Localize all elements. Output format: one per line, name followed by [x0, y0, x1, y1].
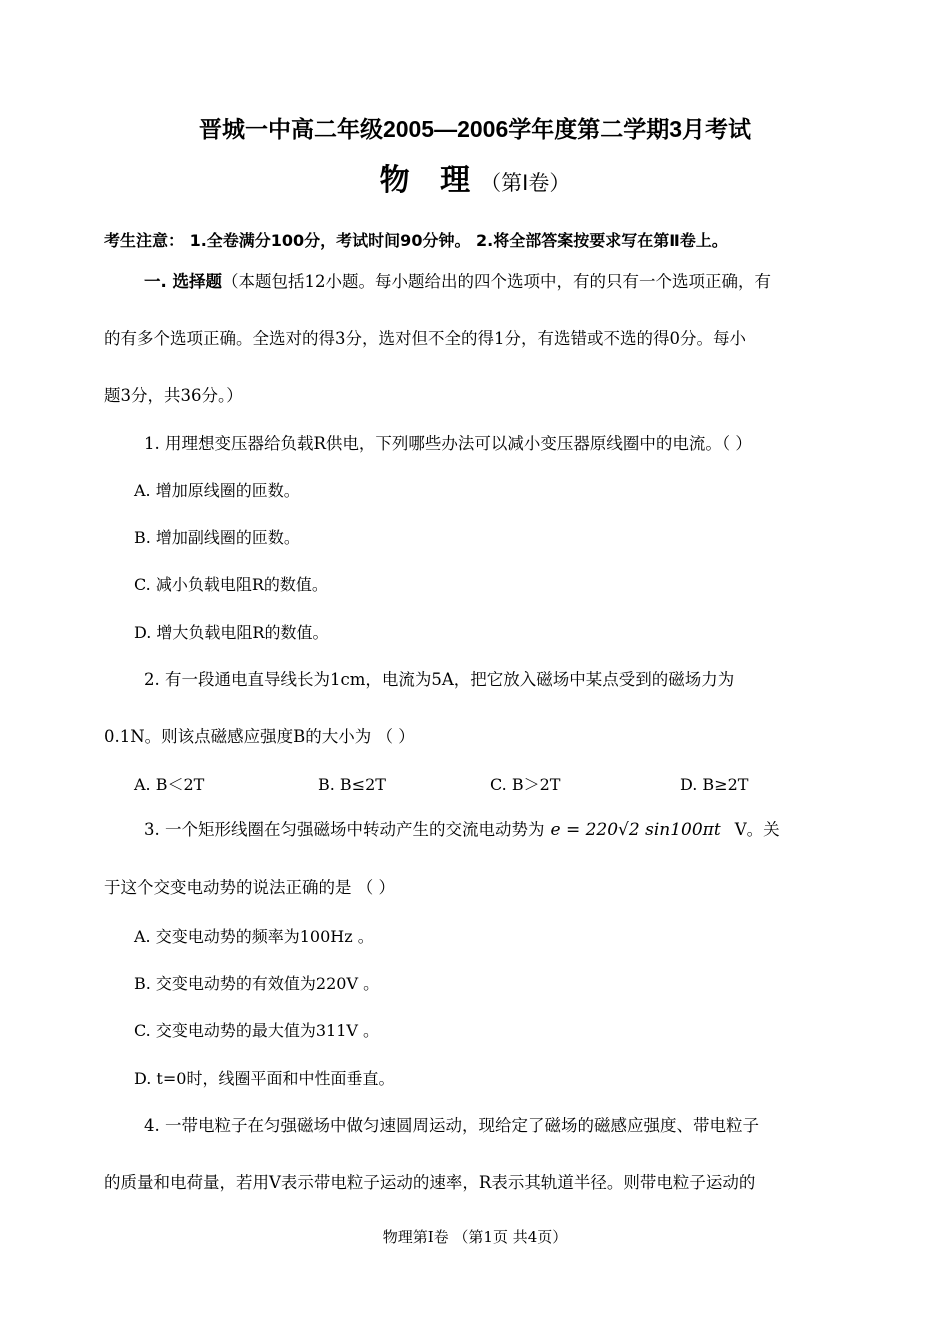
section-intro-line-2: 的有多个选项正确。全选对的得3分，选对但不全的得1分，有选错或不选的得0分。每小	[104, 329, 746, 348]
question-3-stem-tail: V。关	[734, 820, 780, 839]
question-3-stem-text: 3. 一个矩形线圈在匀强磁场中转动产生的交流电动势为	[144, 820, 545, 839]
question-1-option-b: B. 增加副线圈的匝数。	[134, 528, 300, 547]
question-2-stem-line-2: 0.1N。则该点磁感应强度B的大小为 （ ）	[104, 727, 415, 746]
section-intro-line-3: 题3分，共36分。）	[104, 386, 243, 405]
section-intro-text-1: （本题包括12小题。每小题给出的四个选项中，有的只有一个选项正确，有	[222, 272, 772, 291]
question-2-option-a: A. B＜2T	[134, 775, 205, 794]
question-1-option-d: D. 增大负载电阻R的数值。	[134, 623, 329, 642]
exam-title: 晋城一中高二年级2005—2006学年度第二学期3月考试	[198, 116, 752, 142]
question-1-option-c: C. 减小负载电阻R的数值。	[134, 575, 328, 594]
emf-formula: e = 220√2 sin100πt	[550, 820, 721, 840]
question-3-stem-line-2: 于这个交变电动势的说法正确的是 （ ）	[104, 878, 395, 897]
section-heading: 一. 选择题	[144, 272, 223, 291]
question-2-stem-line-1: 2. 有一段通电直导线长为1cm，电流为5A，把它放入磁场中某点受到的磁场力为	[144, 670, 735, 689]
question-3-option-d: D. t=0时，线圈平面和中性面垂直。	[134, 1069, 395, 1088]
question-3-option-c: C. 交变电动势的最大值为311V 。	[134, 1021, 380, 1040]
question-2-option-b: B. B≤2T	[318, 775, 386, 794]
question-2-option-d: D. B≥2T	[680, 775, 749, 794]
question-1-stem: 1. 用理想变压器给负载R供电，下列哪些办法可以减小变压器原线圈中的电流。（ ）	[144, 434, 752, 453]
question-2-option-c: C. B＞2T	[490, 775, 561, 794]
question-4-stem-line-1: 4. 一带电粒子在匀强磁场中做匀速圆周运动，现给定了磁场的磁感应强度、带电粒子	[144, 1116, 759, 1135]
question-4-stem-line-2: 的质量和电荷量，若用V表示带电粒子运动的速率，R表示其轨道半径。则带电粒子运动的	[104, 1173, 756, 1192]
section-intro-line-1	[144, 274, 771, 291]
page-footer: 物理第Ⅰ卷 （第1页 共4页）	[382, 1228, 568, 1246]
subject-heading	[0, 163, 950, 198]
subject-name: 物 理	[379, 163, 481, 198]
question-3-option-a: A. 交变电动势的频率为100Hz 。	[134, 927, 374, 946]
volume-label: （第Ⅰ卷）	[480, 171, 571, 195]
question-3-stem-line-1	[144, 822, 780, 839]
question-1-option-a: A. 增加原线圈的匝数。	[134, 481, 300, 500]
exam-notice: 考生注意： 1.全卷满分100分，考试时间90分钟。 2.将全部答案按要求写在第Ⅱ卷上。	[104, 231, 728, 250]
question-3-option-b: B. 交变电动势的有效值为220V 。	[134, 974, 380, 993]
